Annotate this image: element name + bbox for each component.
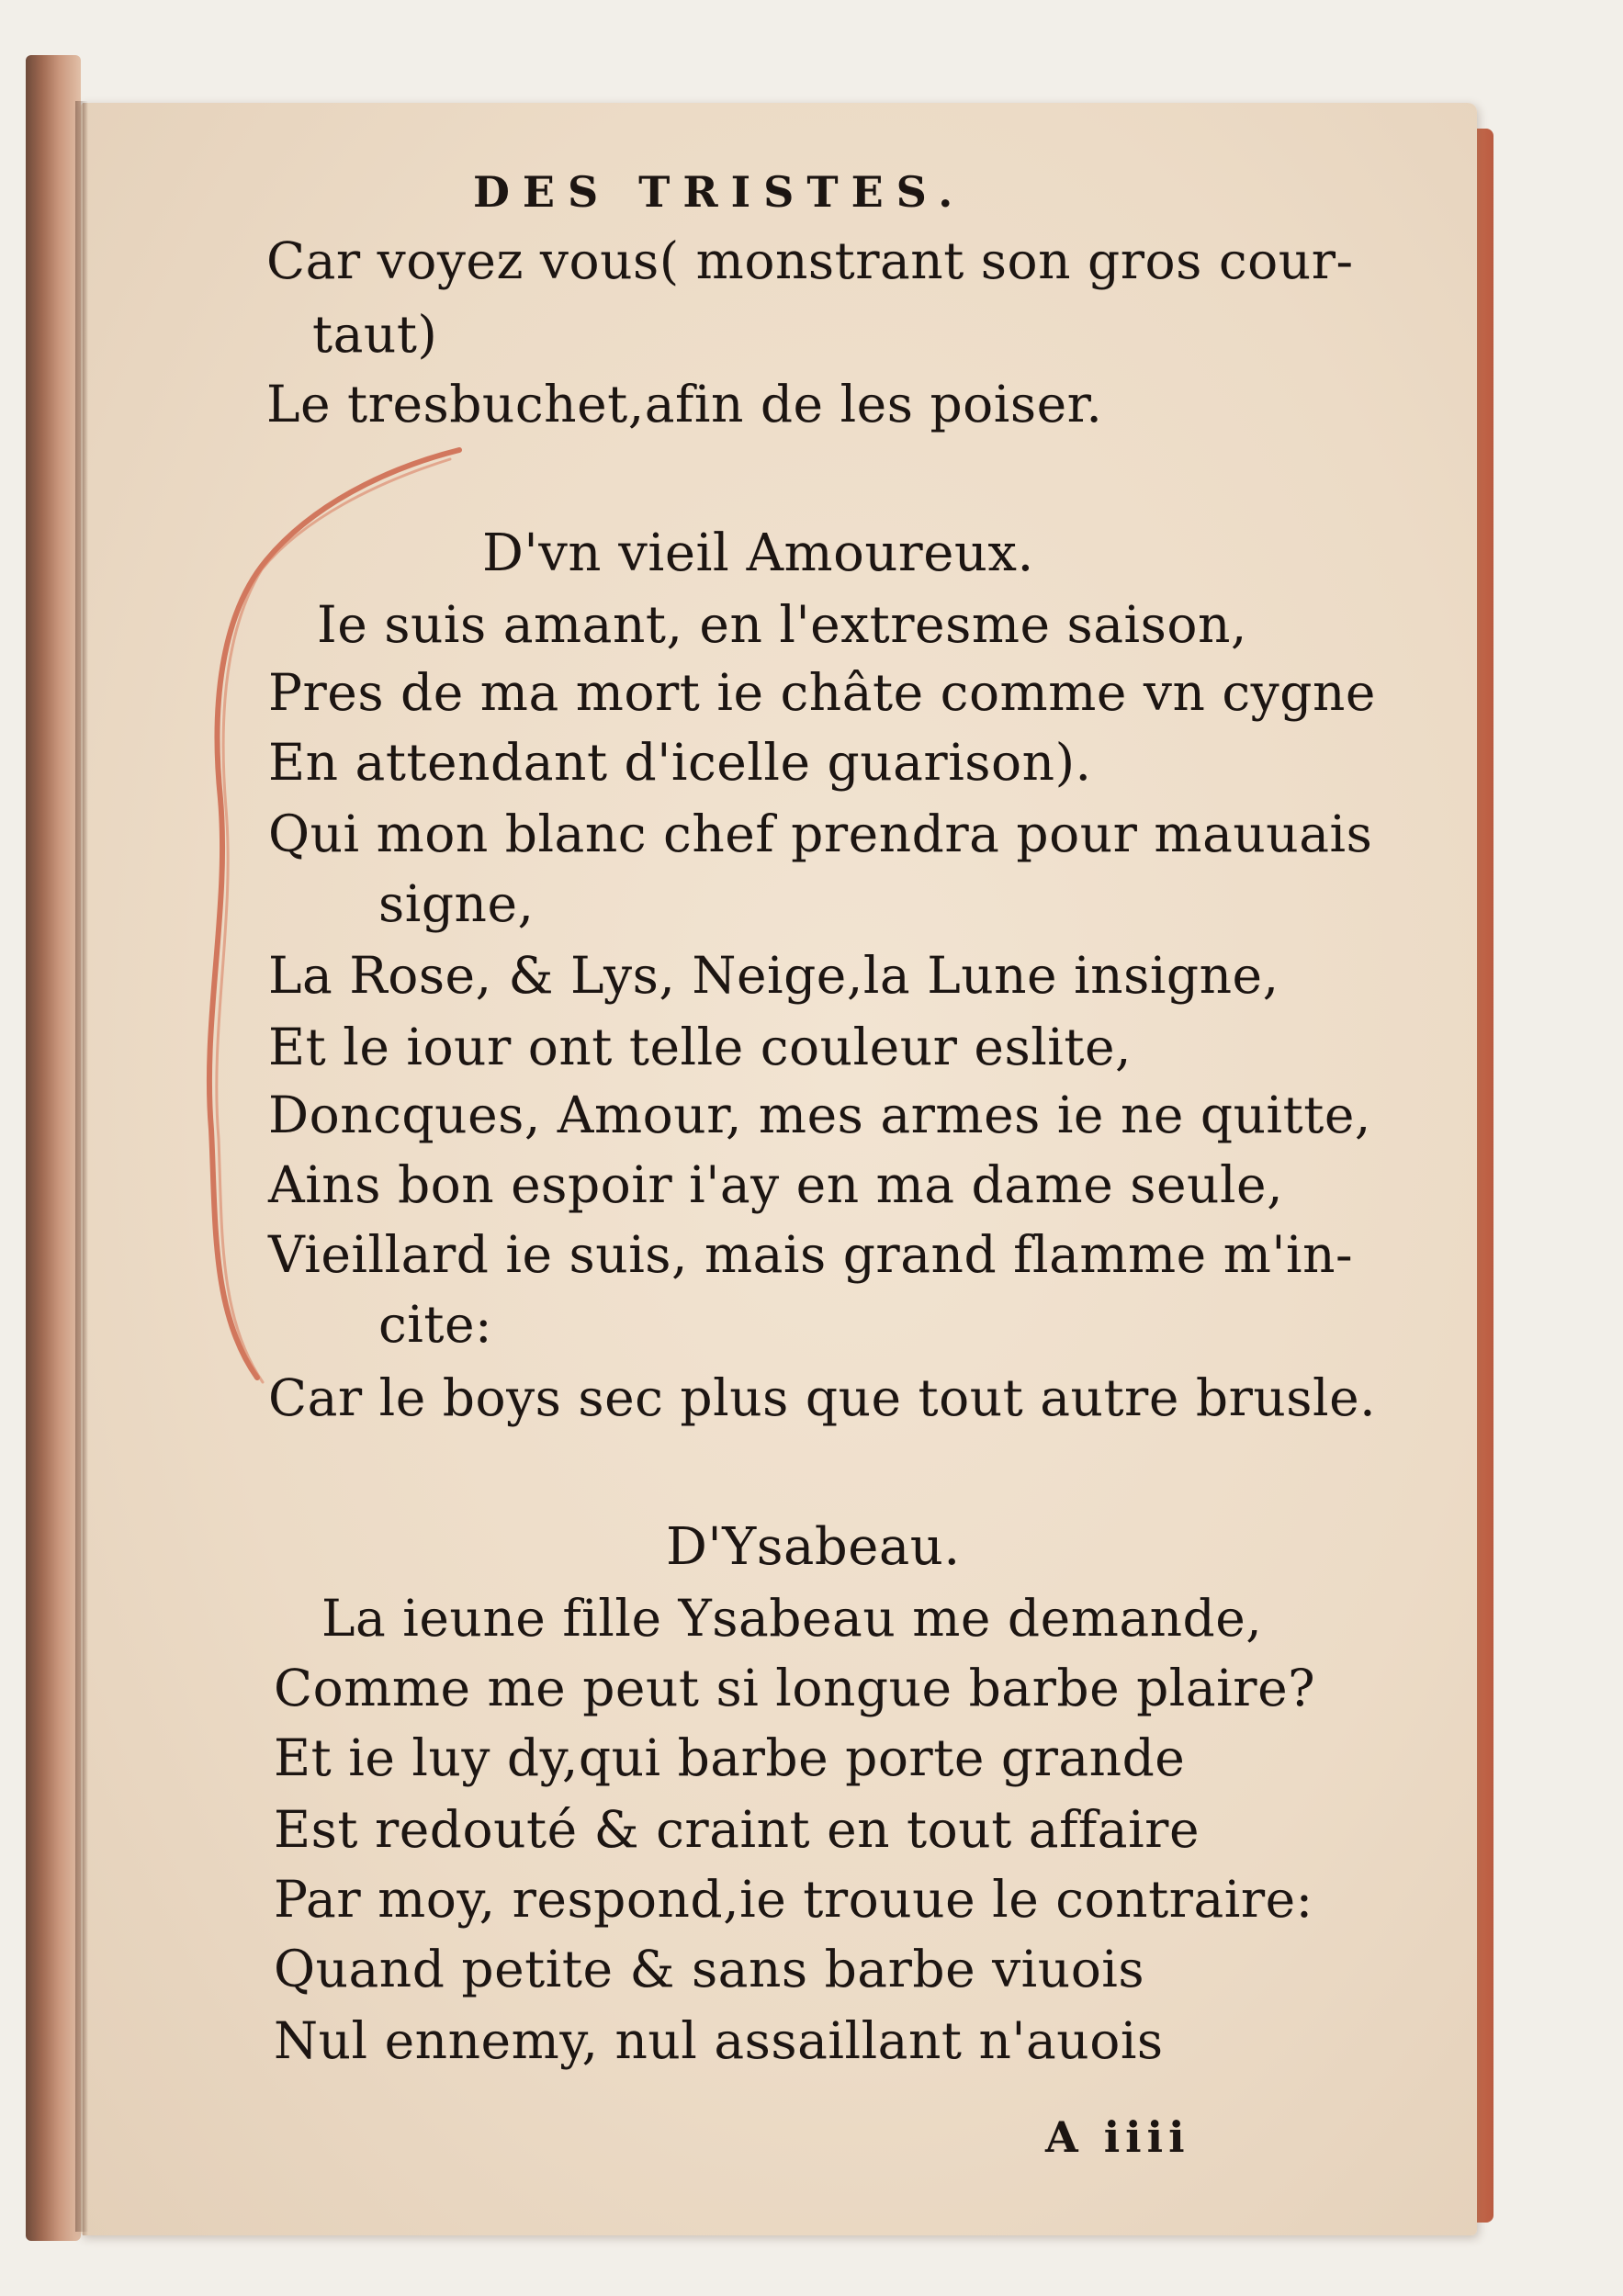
- poem3-line-2: Comme me peut si longue barbe plaire?: [274, 1659, 1316, 1717]
- poem2-line-2: Pres de ma mort ie châte comme vn cygne: [268, 663, 1376, 722]
- poem2-line-11: cite:: [378, 1295, 493, 1354]
- poem3-line-4: Est redouté & craint en tout affaire: [274, 1800, 1200, 1859]
- poem3-line-7: Nul ennemy, nul assaillant n'auois: [274, 2011, 1164, 2070]
- poem2-line-3: En attendant d'icelle guarison).: [268, 733, 1092, 792]
- poem2-line-9: Ains bon espoir i'ay en ma dame seule,: [268, 1155, 1284, 1214]
- poem2-line-10: Vieillard ie suis, mais grand flamme m'in-: [268, 1225, 1354, 1284]
- signature-mark: A iiii: [1045, 2112, 1190, 2162]
- running-header: DES TRISTES.: [473, 167, 966, 217]
- poem2-line-8: Doncques, Amour, mes armes ie ne quitte,: [268, 1086, 1371, 1144]
- poem1-line-2: taut): [312, 305, 438, 364]
- poem3-line-6: Quand petite & sans barbe viuois: [274, 1940, 1145, 1998]
- poem2-line-1: Ie suis amant, en l'extresme saison,: [317, 595, 1247, 654]
- poem2-line-6: La Rose, & Lys, Neige,la Lune insigne,: [268, 946, 1279, 1005]
- poem2-line-5: signe,: [378, 874, 535, 933]
- poem3-line-3: Et ie luy dy,qui barbe porte grande: [274, 1728, 1186, 1787]
- binding-shadow: [75, 101, 88, 2232]
- poem2-line-12: Car le boys sec plus que tout autre brusle.: [268, 1368, 1377, 1427]
- poem1-line-1: Car voyez vous( monstrant son gros cour-: [266, 231, 1354, 290]
- poem2-line-7: Et le iour ont telle couleur eslite,: [268, 1018, 1133, 1076]
- poem3-line-1: La ieune fille Ysabeau me demande,: [321, 1589, 1263, 1648]
- poem2-title: D'vn vieil Amoureux.: [482, 523, 1034, 583]
- poem3-title: D'Ysabeau.: [666, 1517, 961, 1577]
- poem3-line-5: Par moy, respond,ie trouue le contraire:: [274, 1870, 1313, 1929]
- book-binding: [26, 55, 81, 2241]
- poem1-line-3: Le tresbuchet,afin de les poiser.: [266, 375, 1103, 433]
- poem2-line-4: Qui mon blanc chef prendra pour mauuais: [268, 805, 1373, 863]
